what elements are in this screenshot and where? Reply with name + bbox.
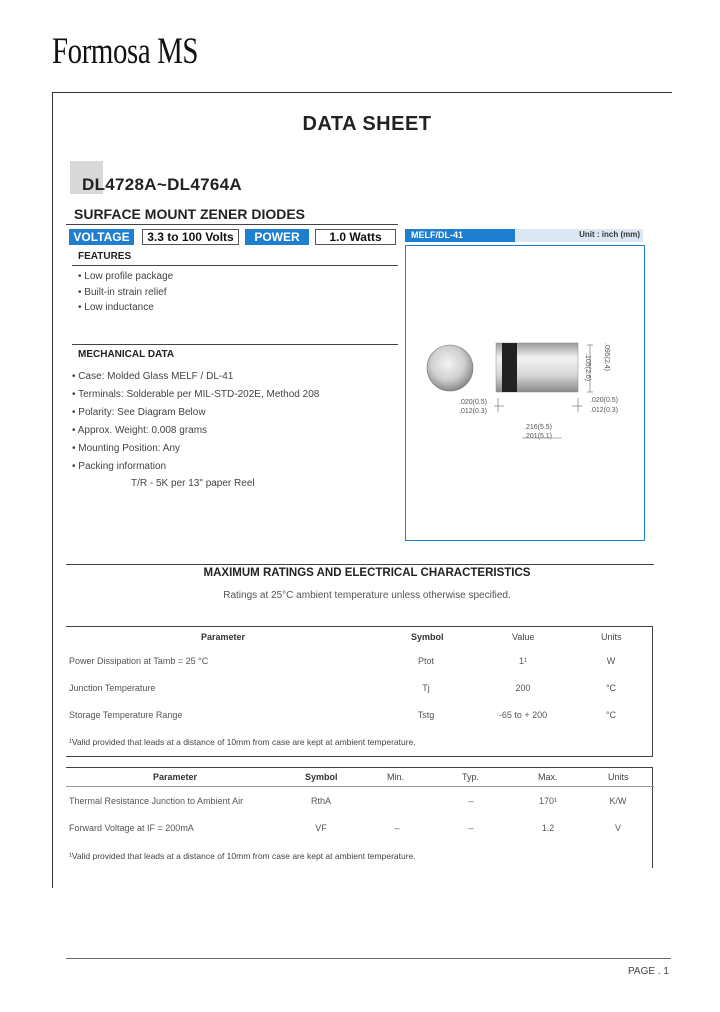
features-rule bbox=[72, 265, 398, 266]
mechanical-item: • Polarity: See Diagram Below bbox=[72, 407, 206, 418]
table-cell: Thermal Resistance Junction to Ambient Air bbox=[69, 796, 244, 806]
voltage-value: 3.3 to 100 Volts bbox=[142, 229, 239, 245]
ratings-note: Ratings at 25°C ambient temperature unless otherwise specified. bbox=[223, 590, 511, 601]
product-subtitle: SURFACE MOUNT ZENER DIODES bbox=[74, 206, 306, 222]
mechanical-heading: MECHANICAL DATA bbox=[78, 349, 175, 360]
table-cell: VF bbox=[315, 823, 327, 833]
package-name: MELF/DL-41 bbox=[405, 229, 515, 242]
packing-detail: T/R - 5K per 13" paper Reel bbox=[131, 478, 255, 489]
cathode-band bbox=[502, 343, 517, 392]
feature-item: • Low inductance bbox=[78, 302, 154, 313]
features-heading: FEATURES bbox=[78, 251, 132, 262]
dim-length-max: .216(5.5) bbox=[524, 424, 553, 431]
table-header: Units bbox=[601, 632, 622, 642]
dim-diameter-max: .105(2.6) bbox=[584, 353, 591, 382]
page-number: PAGE . 1 bbox=[628, 966, 669, 977]
dim-end-right-max: .020(0.5) bbox=[590, 397, 619, 404]
end-view-disc bbox=[427, 345, 473, 391]
table-cell: 1.2 bbox=[541, 823, 555, 833]
table-cell: Power Dissipation at Tamb = 25 °C bbox=[69, 656, 209, 666]
feature-item: • Built-in strain relief bbox=[78, 287, 167, 298]
table-cell: RthA bbox=[310, 796, 331, 806]
diagram-unit: Unit : inch (mm) bbox=[579, 230, 640, 239]
table-cell: – bbox=[394, 823, 400, 833]
mechanical-item: • Packing information bbox=[72, 461, 167, 472]
table-header: Max. bbox=[538, 772, 558, 782]
mechanical-item: • Terminals: Solderable per MIL-STD-202E, Method 208 bbox=[72, 389, 320, 400]
package-diagram bbox=[405, 245, 645, 541]
table-cell: Junction Temperature bbox=[69, 683, 156, 693]
table-header: Parameter bbox=[153, 772, 198, 782]
table-cell: 200 bbox=[515, 683, 531, 693]
table-cell: W bbox=[606, 656, 616, 666]
table-header: Parameter bbox=[201, 632, 246, 642]
brand-logo: Formosa MS bbox=[52, 31, 199, 72]
table-cell: – bbox=[468, 796, 474, 806]
dim-diameter-min: .095(2.4) bbox=[603, 343, 610, 372]
table-cell: 1¹ bbox=[518, 656, 527, 666]
table-cell: Ptot bbox=[417, 656, 434, 666]
part-number: DL4728A~DL4764A bbox=[82, 175, 242, 194]
ratings-title: MAXIMUM RATINGS AND ELECTRICAL CHARACTERISTICS bbox=[203, 567, 531, 579]
mechanical-item: • Mounting Position: Any bbox=[72, 443, 181, 454]
table-cell: Tstg bbox=[417, 710, 435, 720]
dim-end-left-max: .020(0.5) bbox=[459, 399, 488, 406]
table-header: Value bbox=[512, 632, 535, 642]
table-footnote: ¹Valid provided that leads at a distance of 10mm from case are kept at ambient temperature. bbox=[69, 737, 416, 747]
table-header: Symbol bbox=[411, 632, 444, 642]
power-value: 1.0 Watts bbox=[315, 229, 396, 245]
table-cell: 170¹ bbox=[538, 796, 557, 806]
table-header: Symbol bbox=[305, 772, 338, 782]
dim-end-left-min: .012(0.3) bbox=[459, 408, 488, 415]
power-label: POWER bbox=[245, 229, 309, 245]
mechanical-item: • Case: Molded Glass MELF / DL-41 bbox=[72, 371, 234, 382]
footer-rule bbox=[66, 958, 671, 959]
feature-item: • Low profile package bbox=[78, 271, 174, 282]
dim-length-min: .201(5.1) bbox=[524, 433, 553, 440]
table-cell: °C bbox=[605, 683, 617, 693]
table-cell: -65 to + 200 bbox=[498, 710, 548, 720]
section-rule bbox=[66, 564, 654, 565]
table-footnote: ¹Valid provided that leads at a distance of 10mm from case are kept at ambient temperature. bbox=[69, 851, 416, 861]
table-cell: Tj bbox=[422, 683, 430, 693]
table-cell: °C bbox=[605, 710, 617, 720]
subtitle-rule bbox=[66, 224, 398, 225]
table-header: Min. bbox=[387, 772, 405, 782]
table-cell: K/W bbox=[609, 796, 627, 806]
melf-outline-drawing bbox=[406, 246, 644, 540]
dim-end-right-min: .012(0.3) bbox=[590, 407, 619, 414]
page-title: DATA SHEET bbox=[302, 113, 432, 135]
table-cell: V bbox=[614, 823, 621, 833]
frame-left-rule bbox=[52, 92, 53, 888]
table-cell: Storage Temperature Range bbox=[69, 710, 183, 720]
table-header: Units bbox=[608, 772, 629, 782]
frame-top-rule bbox=[52, 92, 672, 93]
voltage-label: VOLTAGE bbox=[69, 229, 134, 245]
table-header-rule bbox=[66, 786, 654, 787]
mechanical-item: • Approx. Weight: 0.008 grams bbox=[72, 425, 208, 436]
table-cell: Forward Voltage at IF = 200mA bbox=[69, 823, 194, 833]
mechanical-rule bbox=[72, 344, 398, 345]
table-cell: – bbox=[468, 823, 474, 833]
table-header: Typ. bbox=[462, 772, 480, 782]
